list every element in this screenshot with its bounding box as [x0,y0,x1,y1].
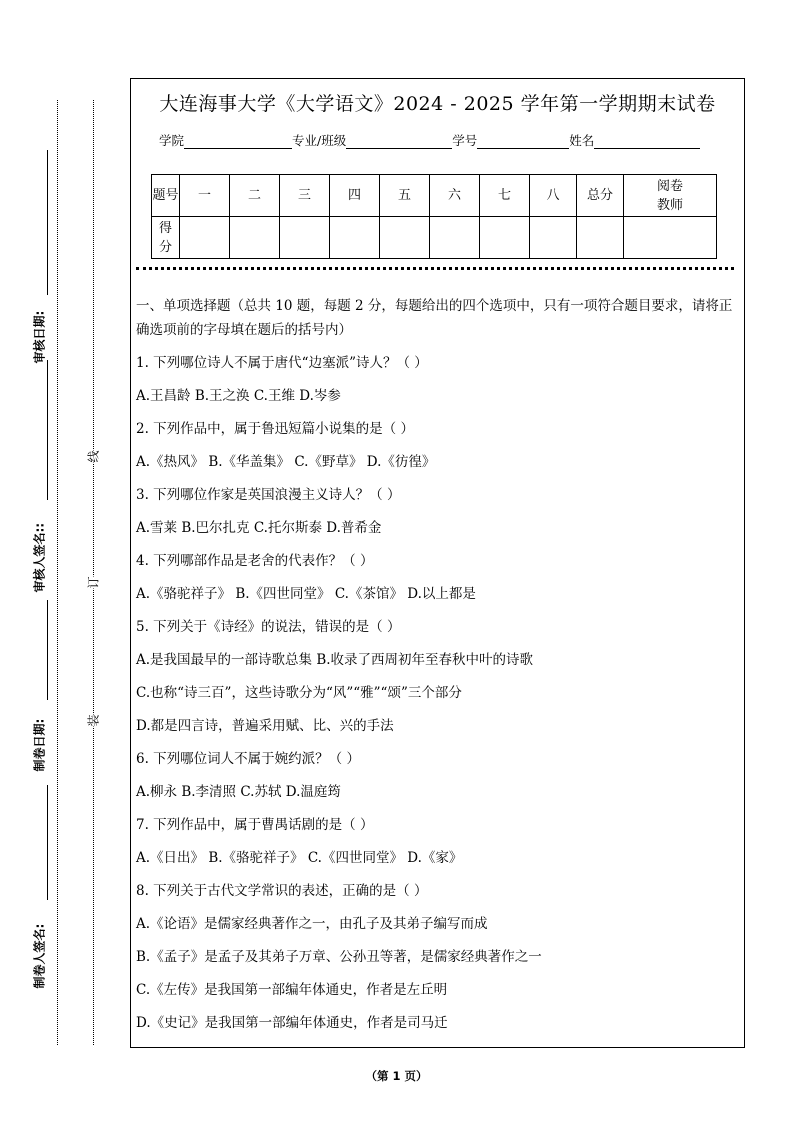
option-line: D.《史记》是我国第一部编年体通史，作者是司马迁 [136,1015,448,1031]
exam-frame [130,78,745,1048]
major-field[interactable] [346,136,452,149]
dotted-separator [136,267,734,270]
score-cell-total[interactable] [577,217,624,259]
binding-mark-bind: 装 [86,714,101,727]
student-info-row [159,131,700,149]
question-line: 2. 下列作品中，属于鲁迅短篇小说集的是（ ） [136,421,414,437]
review-date-label: 审核日期: [32,310,47,364]
score-cell[interactable] [380,217,430,259]
question-line: 3. 下列哪位作家是英国浪漫主义诗人？（ ） [136,487,401,503]
col-header-total: 总分 [577,175,624,217]
question-line: 1. 下列哪位诗人不属于唐代“边塞派”诗人？（ ） [136,355,428,371]
col-header-grader: 阅卷教师 [624,175,717,217]
questions-section [136,294,736,1040]
name-label: 姓名 [569,133,595,148]
option-line: A.王昌龄 B.王之涣 C.王维 D.岑参 [136,388,341,404]
option-line: A.《热风》 B.《华盖集》 C.《野草》 D.《彷徨》 [136,454,436,470]
option-line: C.也称“诗三百”，这些诗歌分为“风”“雅”“颂”三个部分 [136,685,462,701]
col-header: 二 [230,175,280,217]
score-row [152,217,717,259]
col-header: 六 [430,175,480,217]
college-label: 学院 [159,133,185,148]
reviewer-sign-label: 审核人签名:: [32,522,47,593]
option-line: A.《论语》是儒家经典著作之一，由孔子及其弟子编写而成 [136,916,488,932]
score-cell[interactable] [180,217,230,259]
score-cell[interactable] [530,217,577,259]
score-cell[interactable] [230,217,280,259]
compile-date-line [47,600,48,700]
score-cell[interactable] [480,217,530,259]
compiler-sign-line [47,785,48,900]
option-line: A.《骆驼祥子》 B.《四世同堂》 C.《茶馆》 D.以上都是 [136,586,476,602]
question-line: 5. 下列关于《诗经》的说法，错误的是（ ） [136,619,401,635]
option-line: A.柳永 B.李清照 C.苏轼 D.温庭筠 [136,784,341,800]
binding-mark-order: 订 [86,576,101,589]
score-table [151,174,717,259]
question-line: 6. 下列哪位词人不属于婉约派？（ ） [136,751,360,767]
name-field[interactable] [594,136,700,149]
col-header: 一 [180,175,230,217]
score-cell-grader[interactable] [624,217,717,259]
col-header: 三 [280,175,330,217]
question-line: 7. 下列作品中，属于曹禺话剧的是（ ） [136,817,374,833]
option-line: A.雪莱 B.巴尔扎克 C.托尔斯泰 D.普希金 [136,520,382,536]
review-date-line [47,150,48,295]
reviewer-sign-line [47,360,48,500]
col-header: 七 [480,175,530,217]
option-line: A.《日出》 B.《骆驼祥子》 C.《四世同堂》 D.《家》 [136,850,463,866]
page-number: （第 1 页） [365,1069,428,1083]
compile-date-label: 制卷日期: [32,718,47,772]
student-id-label: 学号 [452,133,478,148]
score-cell[interactable] [280,217,330,259]
col-header: 四 [330,175,380,217]
section-heading: 一、单项选择题（总共 10 题，每题 2 分，每题给出的四个选项中，只有一项符合题目要求，请将正确选项前的字母填在题后的括号内） [136,298,733,338]
question-line: 8. 下列关于古代文学常识的表述，正确的是（ ） [136,883,428,899]
student-id-field[interactable] [477,136,569,149]
score-label: 得分 [152,217,180,259]
option-line: D.都是四言诗，普遍采用赋、比、兴的手法 [136,718,394,734]
question-line: 4. 下列哪部作品是老舍的代表作？（ ） [136,553,374,569]
binding-dotted-rule [93,100,94,1045]
option-line: A.是我国最早的一部诗歌总集 B.收录了西周初年至春秋中叶的诗歌 [136,652,534,668]
major-label: 专业/班级 [292,133,347,148]
college-field[interactable] [184,136,292,149]
question-number-label: 题号 [152,175,180,217]
score-cell[interactable] [430,217,480,259]
binding-mark-line: 线 [86,450,101,463]
col-header: 五 [380,175,430,217]
question-number-row [152,175,717,217]
option-line: B.《孟子》是孟子及其弟子万章、公孙丑等著，是儒家经典著作之一 [136,949,542,965]
outer-dotted-rule [57,100,58,1045]
compiler-sign-label: 制卷人签名: [32,923,47,989]
option-line: C.《左传》是我国第一部编年体通史，作者是左丘明 [136,982,448,998]
exam-title: 大连海事大学《大学语文》2024 - 2025 学年第一学期期末试卷 [159,93,716,115]
score-cell[interactable] [330,217,380,259]
col-header: 八 [530,175,577,217]
